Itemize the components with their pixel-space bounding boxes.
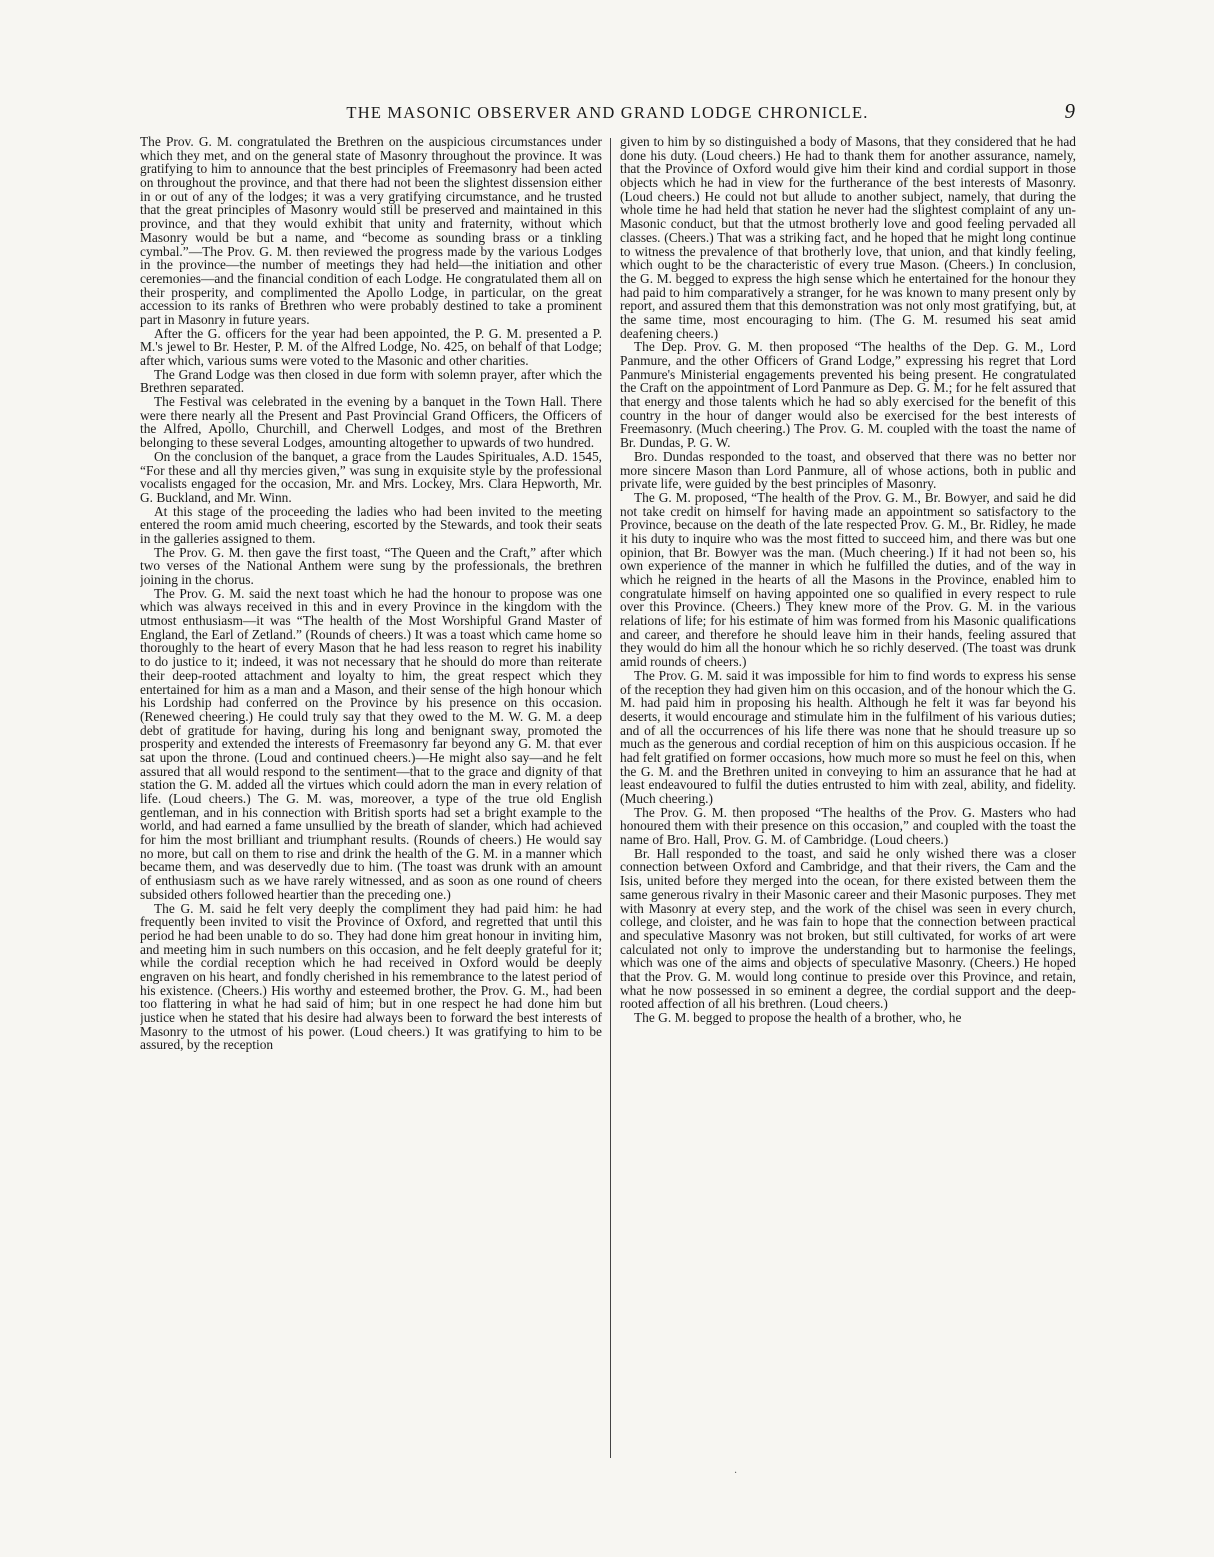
- running-header: [140, 99, 1075, 129]
- paragraph: The Prov. G. M. congratulated the Brethren on the auspicious circumstances under which they met, and on the general state of Masonry throughout the province. It was gratifying to him to announce that the best principles of Freemasonry had been acted on throughout the province, and that there had not been the slightest dissension either in or out of any of the lodges; it was a very gratifying circumstance, and he trusted that the great principles of Masonry would still be preserved and maintained in this province, and that they would exhibit that unity and fraternity, without which Masonry would be but a name, and “become as sounding brass or a tinkling cymbal.”—The Prov. G. M. then reviewed the progress made by the various Lodges in the province—the number of meetings they had held—the initiation and other ceremonies—and the financial condition of each Lodge. He congratulated them all on their prosperity, and complimented the Apollo Lodge, in particular, on the great accession to its ranks of Brethren who were probably destined to take a prominent part in Masonry in future years.: [140, 135, 602, 327]
- paragraph: The Prov. G. M. said the next toast which he had the honour to propose was one which was always received in this and in every Province in the kingdom with the utmost enthusiasm—it was “The health of the Most Worshipful Grand Master of England, the Earl of Zetland.” (Rounds of cheers.) It was a toast which came home so thoroughly to the heart of every Mason that he had less reason to regret his inability to do justice to it; indeed, it was not necessary that he should do more than reiterate their deep-rooted attachment and loyalty to him, the great respect which they entertained for him as a man and a Mason, and their sense of the high honour which his Lordship had conferred on the Province by his presence on this occasion. (Renewed cheering.) He could truly say that they owed to the M. W. G. M. a deep debt of gratitude for having, during his long and benignant sway, promoted the prosperity and extended the interests of Freemasonry far beyond any G. M. that ever sat upon the throne. (Loud and continued cheers.)—He might also say—and he felt assured that all would respond to the sentiment—that to the grace and dignity of that station the G. M. added all the virtues which could adorn the man in every relation of life. (Loud cheers.) The G. M. was, moreover, a type of the true old English gentleman, and in his connection with British sports had set a bright example to the world, and had earned a fame unsullied by the breath of slander, which had achieved for him the most brilliant and triumphant results. (Rounds of cheers.) He would say no more, but call on them to rise and drink the health of the G. M. in a manner which became them, and was deservedly due to him. (The toast was drunk with an amount of enthusiasm such as we have rarely witnessed, and as soon as one round of cheers subsided others followed heartier than the preceding one.): [140, 585, 602, 902]
- paragraph: The Festival was celebrated in the evening by a banquet in the Town Hall. There were there nearly all the Present and Past Provincial Grand Officers, the Officers of the Alfred, Apollo, Churchill, and Cherwell Lodges, and most of the Brethren belonging to these several Lodges, amounting altogether to upwards of two hundred.: [140, 394, 602, 451]
- paragraph: The Prov. G. M. then gave the first toast, “The Queen and the Craft,” after which two verses of the National Anthem were sung by the professionals, the brethren joining in the chorus.: [140, 544, 602, 587]
- paragraph: Bro. Dundas responded to the toast, and observed that there was no better nor more sincere Mason than Lord Panmure, all of whose actions, both in public and private life, were guided by the best principles of Masonry.: [620, 448, 1076, 492]
- paragraph: Br. Hall responded to the toast, and said he only wished there was a closer connection between Oxford and Cambridge, and that their rivers, the Cam and the Isis, united before they merged into the ocean, for there existed between them the same generous rivalry in their Masonic career and their Masonic purposes. They met with Masonry at every step, and the work of the chisel was seen in every church, college, and cloister, and he was fain to hope that the connection between practical and speculative Masonry was not broken, but still cultivated, for works of art were calculated not only to improve the understanding but to harmonise the feelings, which was one of the aims and objects of speculative Masonry. (Cheers.) He hoped that the Prov. G. M. would long continue to preside over this Province, and retain, what he now possessed in so eminent a degree, the cordial support and the deep-rooted affection of all his brethren. (Loud cheers.): [620, 845, 1076, 1012]
- column-divider: [610, 138, 611, 1458]
- paragraph: The G. M. said he felt very deeply the compliment they had paid him: he had frequently been invited to visit the Province of Oxford, and regretted that until this period he had been unable to do so. They had done him great honour in inviting him, and meeting him in such numbers on this occasion, and he felt deeply grateful for it; while the cordial reception which he had received in Oxford would be deeply engraven on his heart, and fondly cherished in his remembrance to the latest period of his existence. (Cheers.) His worthy and esteemed brother, the Prov. G. M., had been too flattering in what he had said of him; but in one respect he had done him but justice when he stated that his desire had always been to forward the best interests of Masonry to the utmost of his power. (Loud cheers.) It was gratifying to him to be assured, by the reception: [140, 900, 602, 1053]
- paragraph: The G. M. begged to propose the health of a brother, who, he: [634, 1010, 962, 1025]
- paragraph: The Prov. G. M. said it was impossible for him to find words to express his sense of the reception they had given him on this occasion, and of the honour which the G. M. had paid him in proposing his health. Although he felt it was far beyond his deserts, it would encourage and stimulate him in the fulfilment of his various duties; and of all the occurrences of his life there was none that he should treasure up so much as the generous and cordial reception of him on this auspicious occasion. If he had felt gratified on former occasions, how much more so must he feel on this, when the G. M. and the Brethren united in conveying to him an assurance that he had at least endeavoured to fulfil the duties entrusted to him with zeal, ability, and fidelity. (Much cheering.): [620, 667, 1076, 806]
- left-column: [140, 135, 602, 1460]
- paragraph: The Grand Lodge was then closed in due form with solemn prayer, after which the Brethren separated.: [140, 366, 602, 396]
- paragraph: The Dep. Prov. G. M. then proposed “The healths of the Dep. G. M., Lord Panmure, and the other Officers of Grand Lodge,” expressing his regret that Lord Panmure's Ministerial engagements prevented his being present. He congratulated the Craft on the appointment of Lord Panmure as Dep. G. M.; for he felt assured that that energy and those talents which he had so ably exercised for the benefit of this country in the hour of danger would also be exercised for the best interests of Freemasonry. (Much cheering.) The Prov. G. M. coupled with the toast the name of Br. Dundas, P. G. W.: [620, 339, 1076, 451]
- page-number: 9: [1064, 99, 1075, 123]
- paragraph: given to him by so distinguished a body of Masons, that they considered that he had done his duty. (Loud cheers.) He had to thank them for another assurance, namely, that the Province of Oxford would give him their kind and cordial support in those objects which he had in view for the furtherance of the best interests of Masonry. (Loud cheers.) He could not but allude to another subject, namely, that during the whole time he had held that station he never had the slightest complaint of any un-Masonic conduct, but that the utmost brotherly love and good feeling pervaded all classes. (Cheers.) That was a striking fact, and he hoped that he might long continue to witness the prevalence of that brotherly love, that union, and that kindly feeling, which ought to be the characteristic of every true Mason. (Cheers.) In conclusion, the G. M. begged to express the high sense which he entertained for the honour they had paid to him comparatively a stranger, for he was known to many present only by report, and assured them that this demonstration was not only most gratifying, but, at the same time, most encouraging to him. (The G. M. resumed his seat amid deafening cheers.): [620, 135, 1076, 341]
- footer-mark: .: [734, 1465, 738, 1476]
- paragraph: On the conclusion of the banquet, a grace from the Laudes Spirituales, A.D. 1545, “For these and all thy mercies given,” was sung in exquisite style by the professional vocalists engaged for the occasion, Mr. and Mrs. Lockey, Mrs. Clara Hepworth, Mr. G. Buckland, and Mr. Winn.: [140, 448, 602, 505]
- right-column: [620, 135, 1076, 1460]
- paragraph: The Prov. G. M. then proposed “The healths of the Prov. G. Masters who had honoured them with their presence on this occasion,” and coupled with the toast the name of Bro. Hall, Prov. G. M. of Cambridge. (Loud cheers.): [620, 804, 1076, 848]
- paragraph: After the G. officers for the year had been appointed, the P. G. M. presented a P. M.'s jewel to Br. Hester, P. M. of the Alfred Lodge, No. 425, on behalf of that Lodge; after which, various sums were voted to the Masonic and other charities.: [140, 325, 602, 368]
- publication-title: THE MASONIC OBSERVER AND GRAND LODGE CHRONICLE.: [346, 103, 869, 122]
- paragraph: The G. M. proposed, “The health of the Prov. G. M., Br. Bowyer, and said he did not take credit on himself for having made an appointment so satisfactory to the Province, because on the death of the late respected Prov. G. M., Br. Ridley, he made it his duty to inquire who was the most fitted to succeed him, and there was but one opinion, that Br. Bowyer was the man. (Much cheering.) If it had not been so, his own experience of the manner in which he fulfilled the duties, and of the way in which he reigned in the hearts of all the Masons in the Province, enabled him to congratulate himself on having appointed one so qualified in every respect to rule over this Province. (Cheers.) They knew more of the Prov. G. M. in the various relations of life; for his estimate of him was formed from his Masonic qualifications and career, and therefore he should leave him in their hands, feeling assured that they would do him all the honour which he so richly deserved. (The toast was drunk amid rounds of cheers.): [620, 489, 1076, 670]
- paragraph: At this stage of the proceeding the ladies who had been invited to the meeting entered the room amid much cheering, escorted by the Stewards, and took their seats in the galleries assigned to them.: [140, 503, 602, 546]
